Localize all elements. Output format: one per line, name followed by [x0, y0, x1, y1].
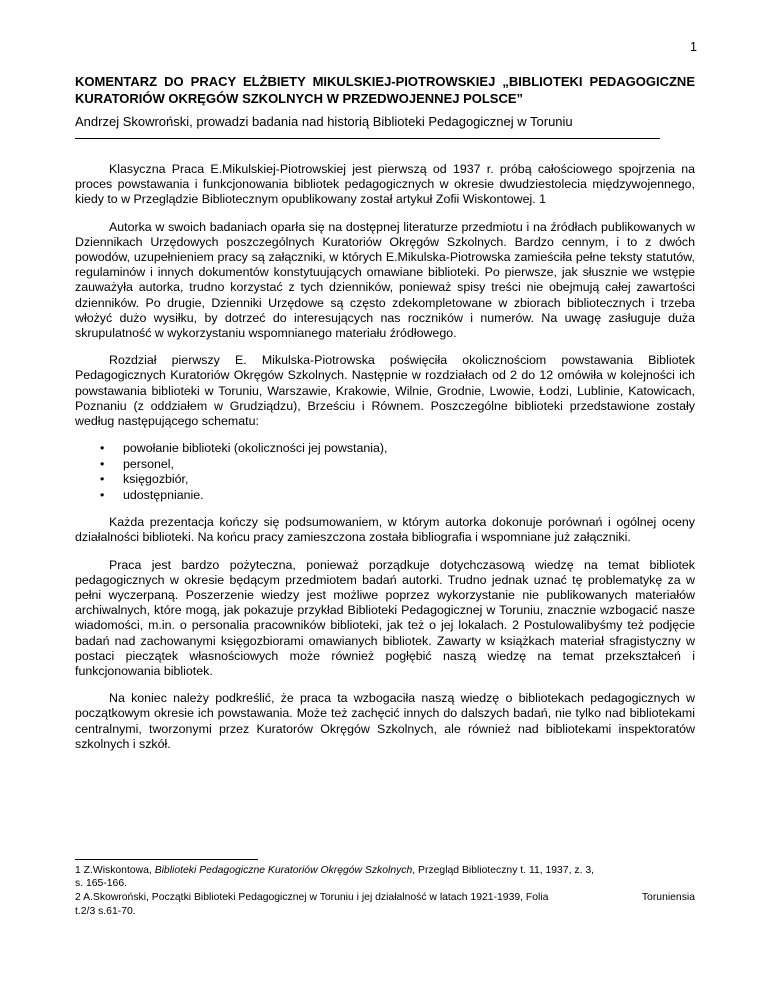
- paragraph-3: Rozdział pierwszy E. Mikulska-Piotrowska poświęciła okolicznościom powstawania Bibliotek Pedagogicznych Kuratoriów Okręgów Szkolnych. Następnie w rozdziałach od 2 do 12 omówiła w kolejności ich powstawania biblioteki w Toruniu, Warszawie, Krakowie, Wilnie, Grodnie, Lwowie, Łodzi, Lublinie, Katowicach, Poznaniu (z oddziałem w Grudziądzu), Brześciu i Równem. Poszczególne biblioteki przedstawione zostały według następującego schematu:: [75, 353, 695, 429]
- document-title: KOMENTARZ DO PRACY ELŻBIETY MIKULSKIEJ-PIOTROWSKIEJ „BIBLIOTEKI PEDAGOGICZNE KURATORIÓW OKRĘGÓW SZKOLNYCH W PRZEDWOJENNEJ POLSCE”: [75, 74, 695, 106]
- footnote-2-line1: 2 A.Skowroński, Początki Biblioteki Pedagogicznej w Toruniu i jej działalność w latach 1921-1939, Folia: [75, 892, 549, 904]
- body-text: [75, 162, 695, 764]
- page-number: 1: [690, 40, 697, 54]
- list-item: [100, 457, 695, 473]
- list-item: [100, 488, 695, 504]
- list-item-text: księgozbiór,: [123, 472, 189, 487]
- bullet-icon: •: [100, 472, 105, 487]
- footnote-2-right: Toruniensia: [641, 892, 695, 904]
- list-item-text: udostępnianie.: [123, 487, 204, 502]
- paragraph-1: Klasyczna Praca E.Mikulskiej-Piotrowskiej jest pierwszą od 1937 r. próbą całościowego spojrzenia na proces powstawania i funkcjonowania bibliotek pedagogicznych w okresie dwudziestolecia międzywojennego, kiedy to w Przeglądzie Bibliotecznym opublikowany został artykuł Zofii Wiskontowej. 1: [75, 162, 695, 207]
- footnote-2-line2: t.2/3 s.61-70.: [75, 905, 136, 917]
- bullet-icon: •: [100, 441, 105, 456]
- paragraph-2: Autorka w swoich badaniach oparła się na dostępnej literaturze przedmiotu i na źródłach publikowanych w Dziennikach Urzędowych poszczególnych Kuratoriów Okręgów Szkolnych. Bardzo cennym, i to z dwóch powodów, uzupełnieniem pracy są załączniki, w których E.Mikulska-Piotrowska zamieściła pełne teksty statutów, regulaminów i innych dokumentów konstytuujących omawiane biblioteki. Po pierwsze, jak słusznie we wstępie zauważyła autorka, trudno korzystać z tych dzienników, ponieważ spisy treści nie obejmują całej zawartości dzienników. Po drugie, Dzienniki Urzędowe są często zdekompletowane w zbiorach bibliotecznych i trzeba włożyć dużo wysiłku, by dotrzeć do interesujących nas roczników i numerów. Na uwagę zasługuje duża skrupulatność w wykorzystaniu wspomnianego materiału źródłowego.: [75, 219, 695, 341]
- paragraph-4: Każda prezentacja kończy się podsumowaniem, w którym autorka dokonuje porównań i ogólnej oceny działalności biblioteki. Na końcu pracy zamieszczona została bibliografia i wspomniane już załączniki.: [75, 515, 695, 545]
- paragraph-5: Praca jest bardzo pożyteczna, ponieważ porządkuje dotychczasową wiedzę na temat bibliotek pedagogicznych w okresie będącym przedmiotem badań autorki. Trudno jednak uznać tę problematykę za w pełni wyczerpaną. Poszerzenie wiedzy jest możliwe poprzez wykorzystanie nie publikowanych materiałów archiwalnych, które mogą, jak pokazuje przykład Biblioteki Pedagogicznej w Toruniu, znacznie wzbogacić nasze wiadomości, m.in. o personalia pracowników biblioteki, jak też o jej lokalach. 2 Postulowalibyśmy też podjęcie badań nad zachowanymi księgozbiorami omawianych bibliotek. Zawarty w książkach materiał sfragistyczny w postaci pieczątek własnościowych może również pogłębić naszą wiedzę na temat przekształceń i funkcjonowania bibliotek.: [75, 557, 695, 679]
- footnote-1-prefix: 1 Z.Wiskontowa,: [75, 865, 155, 876]
- schema-list: [75, 441, 695, 503]
- footnote-1-line2: s. 165-166.: [75, 878, 127, 890]
- paragraph-6: Na koniec należy podkreślić, że praca ta wzbogaciła naszą wiedzę o bibliotekach pedagogicznych w początkowym okresie ich powstawania. Może też zachęcić innych do dalszych badań, nie tylko nad bibliotekami centralnymi, tworzonymi przez Kuratorów Okręgów Szkolnych, ale również nad bibliotekami inspektoratów szkolnych i szkół.: [75, 691, 695, 751]
- footnotes: [75, 864, 695, 919]
- footnote-1-title: Biblioteki Pedagogiczne Kuratoriów Okręgów Szkolnych: [154, 865, 413, 876]
- author-line: Andrzej Skowroński, prowadzi badania nad historią Biblioteki Pedagogicznej w Toruniu: [75, 114, 573, 129]
- bullet-icon: •: [100, 487, 105, 502]
- bullet-icon: •: [100, 456, 105, 471]
- list-item: [100, 441, 695, 457]
- header-divider: [75, 138, 660, 139]
- list-item-text: personel,: [123, 456, 174, 471]
- footnote-divider: [75, 859, 258, 860]
- footnote-1: [75, 864, 695, 890]
- footnote-2: [75, 891, 695, 917]
- list-item-text: powołanie biblioteki (okoliczności jej powstania),: [123, 441, 388, 456]
- footnote-1-suffix: , Przegląd Biblioteczny t. 11, 1937, z. 3,: [412, 865, 595, 876]
- list-item: [100, 472, 695, 488]
